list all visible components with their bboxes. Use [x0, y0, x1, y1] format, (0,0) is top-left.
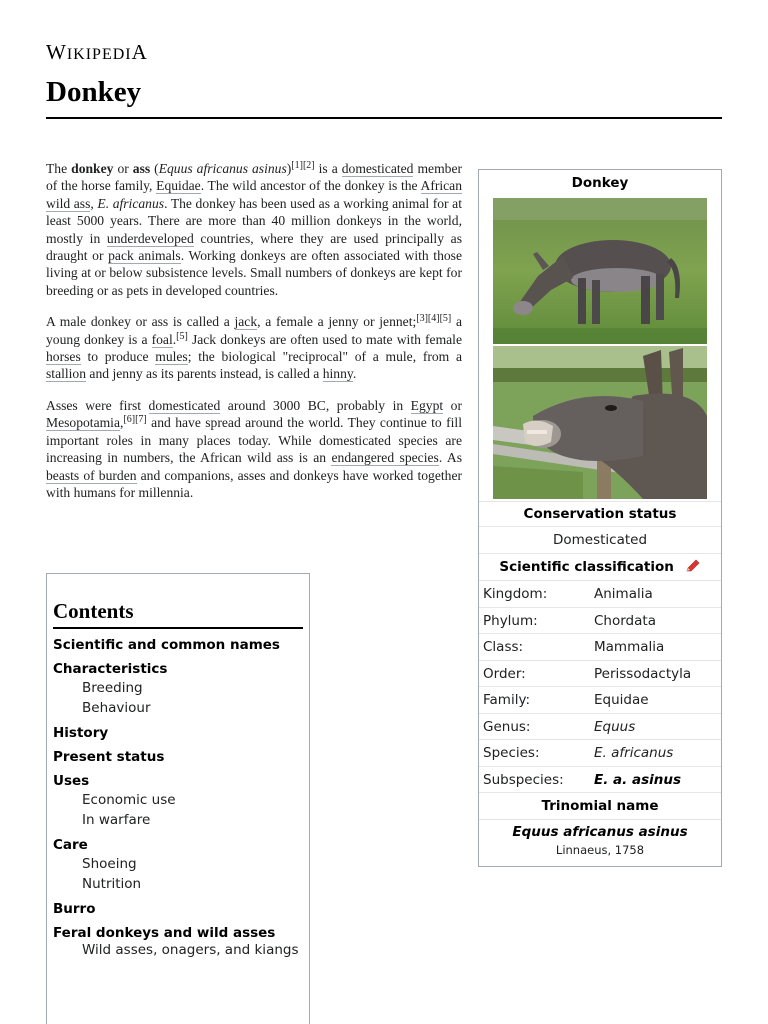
wikipedia-logo[interactable]: [46, 40, 148, 65]
text: . As: [438, 450, 462, 466]
taxon-value-link[interactable]: Perissodactyla: [594, 666, 692, 682]
trinomial-name-header: Trinomial name: [479, 792, 721, 819]
classification-header: [479, 553, 721, 580]
text: .: [352, 366, 357, 382]
toc-item-history[interactable]: History: [53, 725, 109, 741]
logo-letter-a: A: [131, 40, 148, 64]
text: . Working donkeys are often associated with those living at or below subsistence levels. Small numbers of donkeys are kept for breeding or as pets in developed countries.: [46, 248, 463, 298]
taxon-label: Class:: [483, 639, 524, 655]
toc-item-characteristics[interactable]: Characteristics: [53, 661, 168, 677]
link-stallion[interactable]: stallion: [46, 366, 87, 382]
italic-term: E. africanus: [97, 195, 165, 211]
infobox: [478, 169, 722, 867]
link-beasts-of-burden[interactable]: beasts of burden: [46, 467, 137, 483]
text: ,: [120, 415, 124, 431]
link-jack[interactable]: jack: [234, 314, 258, 330]
text: and companions, asses and donkeys have worked together with humans for millennia.: [46, 467, 463, 500]
taxon-label: Subspecies:: [483, 772, 564, 788]
text: (: [150, 161, 159, 176]
taxon-label: Species:: [483, 745, 540, 761]
text: ,: [90, 195, 98, 211]
italic-term: Equus africanus asinus: [158, 161, 287, 176]
citation-link[interactable]: [2]: [302, 160, 315, 171]
citation-link[interactable]: [5]: [439, 313, 452, 325]
text: . The donkey has been used as a working animal for at least 5000 years. There are more than 40 million donkeys in the world, mostly in: [46, 195, 462, 246]
text: countries, where they are used principally as draught or: [46, 230, 462, 264]
toc-subitem-economic-use[interactable]: Economic use: [82, 792, 176, 808]
text: ; the biological "reciprocal" of a mule, from a: [187, 349, 462, 365]
bold-term: donkey: [71, 161, 114, 176]
link-domesticated[interactable]: domesticated: [341, 161, 414, 176]
classification-header-label: Scientific classification: [499, 559, 674, 575]
edit-pencil-icon[interactable]: [685, 556, 701, 582]
taxon-label: Genus:: [483, 719, 531, 735]
text: a young donkey is a: [46, 314, 462, 347]
text: .: [172, 331, 177, 347]
toc-subitem-in-warfare[interactable]: In warfare: [82, 812, 151, 828]
taxon-row-genus: [479, 713, 721, 740]
link-horses[interactable]: horses: [46, 349, 81, 365]
trinomial-name-value: Equus africanus asinus: [512, 824, 688, 840]
toc-item-feral-donkeys[interactable]: Feral donkeys and wild asses: [53, 925, 276, 941]
link-equidae[interactable]: Equidae: [156, 178, 201, 194]
conservation-status-header: Conservation status: [479, 501, 721, 526]
toc-subitem-wild-asses[interactable]: Wild asses, onagers, and kiangs: [82, 942, 299, 958]
intro-paragraph-1: [46, 160, 462, 299]
taxon-value-link[interactable]: Chordata: [594, 613, 656, 629]
logo-small-caps: IKIPEDI: [66, 46, 132, 63]
text: around 3000 BC, probably in: [220, 397, 411, 413]
text: to produce: [80, 349, 156, 365]
text: and have spread around the world. They continue to fill important roles in many places today. While domesticated species are increasing in numbers, the African wild ass is an: [46, 415, 462, 466]
bold-term: ass: [132, 161, 151, 176]
taxon-row-order: [479, 660, 721, 687]
taxon-row-species: [479, 739, 721, 766]
taxon-value: E. a. asinus: [594, 772, 682, 788]
toc-item-present-status[interactable]: Present status: [53, 749, 165, 765]
citation-link[interactable]: [5]: [176, 330, 188, 342]
citation-link[interactable]: [1]: [291, 160, 303, 171]
taxon-label: Phylum:: [483, 613, 538, 629]
trinomial-name-block: [479, 819, 721, 868]
link-endangered-species[interactable]: endangered species: [331, 450, 439, 466]
text: . The wild ancestor of the donkey is the: [200, 178, 421, 194]
text: , a female a jenny or jennet;: [257, 314, 417, 330]
taxon-row-class: [479, 633, 721, 660]
citation-link[interactable]: [4]: [427, 313, 440, 325]
toc-title: Contents: [53, 599, 303, 629]
infobox-title: Donkey: [571, 175, 629, 191]
toc-subitem-breeding[interactable]: Breeding: [82, 680, 143, 696]
logo-letter-w: W: [46, 40, 67, 64]
taxon-row-kingdom: [479, 580, 721, 607]
text: and jenny as its parents instead, is called a: [86, 366, 323, 382]
taxon-label: Order:: [483, 666, 526, 682]
link-egypt[interactable]: Egypt: [410, 397, 444, 413]
taxon-label: Kingdom:: [483, 586, 548, 602]
donkey-grazing-photo: [493, 198, 707, 344]
text: A male donkey or ass is called a: [46, 314, 235, 330]
text: The: [46, 161, 72, 176]
taxon-value-link[interactable]: Animalia: [594, 586, 653, 602]
taxon-row-family: [479, 686, 721, 713]
link-domesticated[interactable]: domesticated: [148, 397, 221, 413]
text: Jack donkeys are often used to mate with female: [187, 331, 462, 347]
link-foal[interactable]: foal: [151, 331, 173, 347]
toc-subitem-shoeing[interactable]: Shoeing: [82, 856, 137, 872]
toc-subitem-behaviour[interactable]: Behaviour: [82, 700, 151, 716]
link-mules[interactable]: mules: [155, 349, 188, 365]
donkey-braying-image: [493, 346, 707, 499]
link-underdeveloped[interactable]: underdeveloped: [106, 230, 194, 246]
link-pack-animals[interactable]: pack animals: [108, 248, 181, 264]
toc-item-scientific-names[interactable]: Scientific and common names: [53, 637, 280, 653]
taxon-row-phylum: [479, 607, 721, 634]
text: member of the horse family,: [46, 161, 463, 194]
toc-item-uses[interactable]: Uses: [53, 773, 90, 789]
page-title: Donkey: [46, 76, 142, 108]
taxon-label: Family:: [483, 692, 531, 708]
toc-subitem-nutrition[interactable]: Nutrition: [82, 876, 142, 892]
citation-link[interactable]: [6]: [123, 414, 136, 426]
conservation-status-value[interactable]: Domesticated: [479, 526, 721, 553]
table-of-contents: [46, 573, 310, 1024]
taxon-value-link[interactable]: E. africanus: [594, 745, 674, 761]
trinomial-authority[interactable]: Linnaeus, 1758: [555, 843, 645, 857]
toc-item-care[interactable]: Care: [53, 837, 88, 853]
text: Asses were first: [46, 397, 149, 413]
article-body: [46, 160, 462, 515]
link-african-wild-ass[interactable]: African wild ass: [46, 178, 463, 211]
text: or: [443, 397, 462, 413]
taxon-value-link[interactable]: Mammalia: [594, 639, 665, 655]
donkey-braying-photo: [493, 346, 707, 499]
text: or: [113, 161, 133, 176]
link-mesopotamia[interactable]: Mesopotamia: [46, 415, 120, 431]
title-divider: [46, 117, 722, 119]
citation-link[interactable]: [7]: [135, 414, 147, 426]
intro-paragraph-2: [46, 313, 462, 383]
taxon-value-link[interactable]: Equidae: [594, 692, 649, 708]
citation-link[interactable]: [3]: [416, 313, 428, 325]
text: ): [286, 161, 292, 176]
intro-paragraph-3: [46, 397, 462, 501]
taxon-row-subspecies: [479, 766, 721, 793]
toc-item-burro[interactable]: Burro: [53, 901, 96, 917]
donkey-grazing-image: [493, 198, 707, 344]
text: is a: [314, 161, 342, 176]
taxon-value-link[interactable]: Equus: [594, 719, 636, 735]
link-hinny[interactable]: hinny: [322, 366, 353, 382]
